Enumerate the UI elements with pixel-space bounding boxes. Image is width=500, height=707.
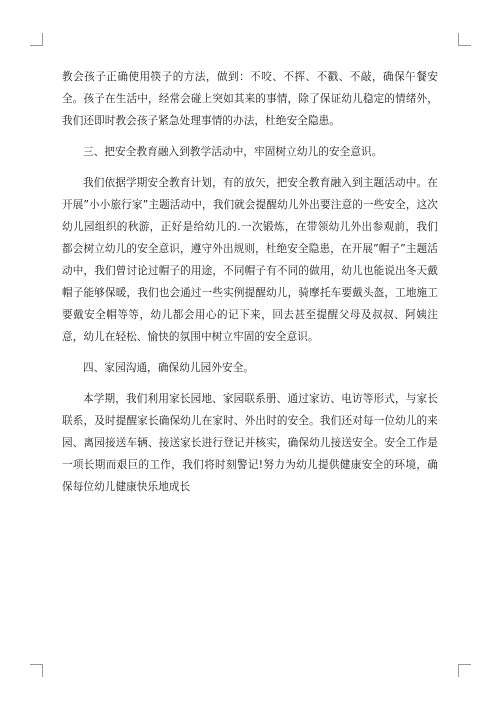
section-heading-3: 三、把安全教育融入到教学活动中，牢固树立幼儿的安全意识。 <box>83 146 383 158</box>
paragraph-section-3: 我们依据学期安全教育计划，有的放矢，把安全教育融入到主题活动中。在开展”小小旅行家”主题活动中，我们就会提醒幼儿外出要注意的一些安全，这次幼儿园组织的秋游，正好是给幼儿的.一次锻炼，在带领幼儿外出参观前，我们都会树立幼儿的安全意识，遵守外出规则，杜绝安全隐患，在开展”帽子”主题活动中，我们曾讨论过帽子的用途，不同帽子有不同的做用，幼儿也能说出冬天戴帽子能够保暖，我们也会通过一些实例提醒幼儿，骑摩托车要戴头盔，工地施工要戴安全帽等等，幼儿都会用心的记下来，回去甚至提醒父母及叔叔、阿姨注意，幼儿在轻松、愉快的氛围中树立牢固的安全意识。 <box>62 177 438 343</box>
document-body <box>62 66 438 507</box>
paragraph-section-4: 本学期，我们利用家长园地、家园联系册、通过家访、电访等形式，与家长联系，及时提醒家长确保幼儿在家时、外出时的安全。我们还对每一位幼儿的来园、离园接送车辆、接送家长进行登记并核实，确保幼儿接送安全。安全工作是一项长期而艰巨的工作，我们将时刻警记!努力为幼儿提供健康安全的环境，确保每位幼儿健康快乐地成长 <box>62 393 438 493</box>
paragraph-continued: 教会孩子正确使用筷子的方法，做到：不咬、不挥、不戳、不敲，确保午餐安全。孩子在生活中，经常会碰上突如其来的事情，除了保证幼儿稳定的情绪外，我们还即时教会孩子紧急处理事情的办法，杜绝安全隐患。 <box>62 71 438 127</box>
section-heading-4: 四、家园沟通，确保幼儿园外安全。 <box>83 362 255 374</box>
crop-mark-top-right <box>458 33 471 46</box>
crop-mark-bottom-left <box>30 664 43 677</box>
crop-mark-bottom-right <box>458 664 471 677</box>
crop-mark-top-left <box>30 33 43 46</box>
